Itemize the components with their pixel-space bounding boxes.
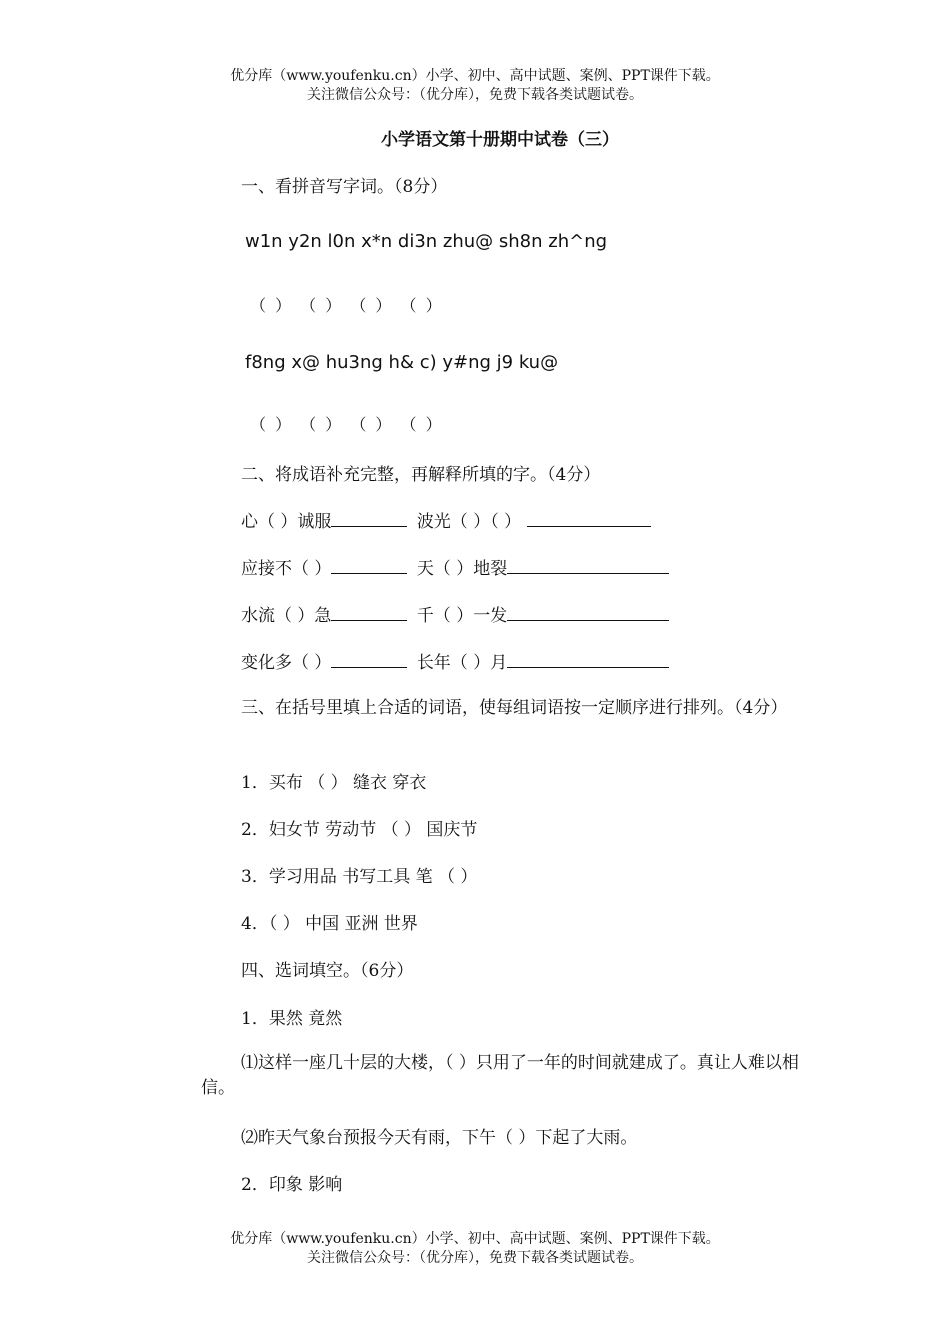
sequence-item: 3．学习用品 书写工具 笔 （ ） <box>241 867 478 887</box>
pinyin-row-1: w1n y2n l0n x*n di3n zhu@ sh8n zh^ng <box>245 231 608 252</box>
answer-blank <box>527 510 651 527</box>
fill-question-1: ⑴这样一座几十层的大楼，（ ）只用了一年的时间就建成了。真让人难以相信。 <box>201 1053 799 1098</box>
answer-brackets-row-2: （ ） （ ） （ ） （ ） <box>250 415 444 434</box>
idiom-right: 长年（ ）月 <box>416 653 508 673</box>
footer-line-1: 优分库（www.youfenku.cn）小学、初中、高中试题、案例、PPT课件下载。 <box>230 1231 720 1247</box>
answer-blank <box>507 651 669 668</box>
sequence-item: 1．买布 （ ） 缝衣 穿衣 <box>241 773 427 793</box>
idiom-right: 天（ ）地裂 <box>416 559 508 579</box>
section-4-heading: 四、选词填空。（6分） <box>241 961 414 981</box>
idiom-right: 波光（ ）（ ） <box>416 512 522 532</box>
idiom-right: 千（ ）一发 <box>416 606 508 626</box>
idiom-row <box>241 648 669 673</box>
answer-blank <box>331 651 407 668</box>
idiom-left: 心（ ）诚服 <box>241 512 332 532</box>
answer-brackets-row-1: （ ） （ ） （ ） （ ） <box>250 296 444 315</box>
answer-blank <box>331 510 407 527</box>
sequence-item: 4．（ ） 中国 亚洲 世界 <box>241 914 418 934</box>
idiom-row <box>241 554 669 579</box>
idiom-left: 水流（ ）急 <box>241 606 332 626</box>
answer-blank <box>507 557 669 574</box>
pinyin-row-2: f8ng x@ hu3ng h& c) y#ng j9 ku@ <box>245 352 559 373</box>
sequence-item: 2．妇女节 劳动节 （ ） 国庆节 <box>241 820 478 840</box>
fill-question-2: ⑵昨天气象台预报今天有雨，下午（ ）下起了大雨。 <box>241 1128 638 1148</box>
answer-blank <box>507 604 669 621</box>
footer-line-2: 关注微信公众号：（优分库），免费下载各类试题试卷。 <box>307 1250 643 1266</box>
idiom-row <box>241 601 669 626</box>
answer-blank <box>331 604 407 621</box>
word-choice-group-1: 1．果然 竟然 <box>241 1009 343 1029</box>
answer-blank <box>331 557 407 574</box>
idiom-row <box>241 507 651 532</box>
header-line-1: 优分库（www.youfenku.cn）小学、初中、高中试题、案例、PPT课件下载。 <box>230 68 720 84</box>
section-3-heading: 三、在括号里填上合适的词语，使每组词语按一定顺序进行排列。（4分） <box>241 698 788 718</box>
section-2-heading: 二、将成语补充完整，再解释所填的字。（4分） <box>241 465 601 485</box>
idiom-left: 应接不（ ） <box>241 559 332 579</box>
header-line-2: 关注微信公众号：（优分库），免费下载各类试题试卷。 <box>307 87 643 103</box>
word-choice-group-2: 2．印象 影响 <box>241 1175 343 1195</box>
section-1-heading: 一、看拼音写字词。（8分） <box>241 177 448 197</box>
idiom-left: 变化多（ ） <box>241 653 332 673</box>
page-title: 小学语文第十册期中试卷（三） <box>381 130 619 150</box>
